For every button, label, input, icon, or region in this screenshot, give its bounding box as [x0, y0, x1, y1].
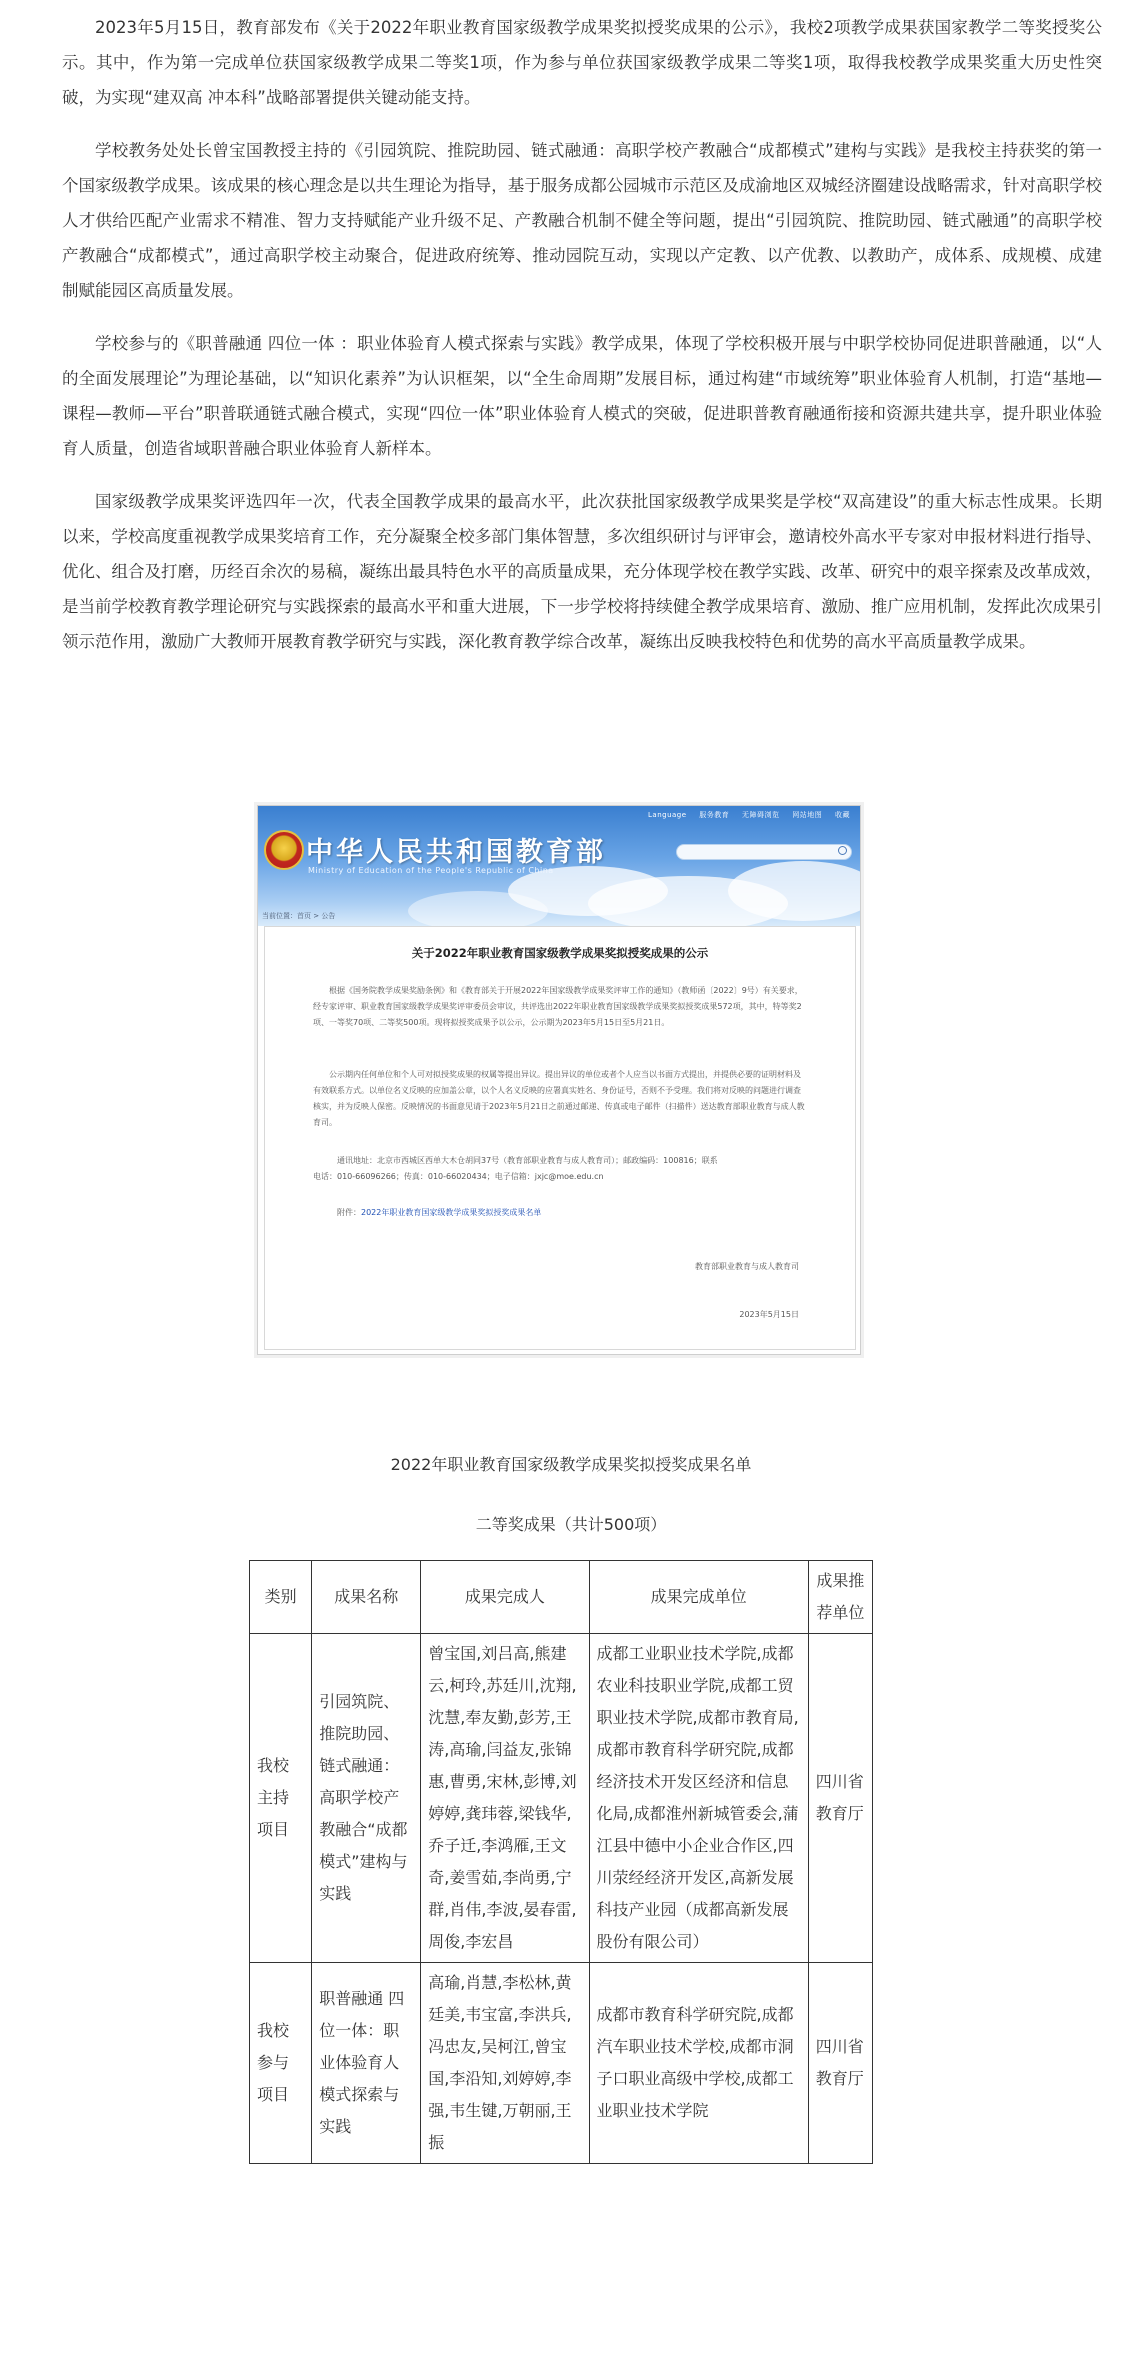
ministry-banner [258, 806, 860, 926]
ministry-english-name: Ministry of Education of the People's Republic of China [308, 866, 554, 875]
attachment-link: 2022年职业教育国家级教学成果奖拟授奖成果名单 [361, 1208, 542, 1217]
notice-paragraph-2: 公示期内任何单位和个人可对拟授奖成果的权属等提出异议。提出异议的单位或者个人应当以书面方式提出，并提供必要的证明材料及有效联系方式。以单位名义反映的应加盖公章，以个人名义反映的应署真实姓名、身份证号，否则不予受理。我们将对反映的问题进行调查核实，并为反映人保密。反映情况的书面意见请于2023年5月21日之前通过邮递、传真或电子邮件（扫描件）送达教育部职业教育与成人教育司。 [313, 1070, 805, 1127]
breadcrumb: 当前位置：首页 > 公告 [262, 912, 336, 920]
awards-table [249, 1560, 873, 2164]
notice-screenshot [257, 805, 861, 1355]
notice-paragraph-1: 根据《国务院教学成果奖励条例》和《教育部关于开展2022年国家级教学成果奖评审工作的通知》（教师函〔2022〕9号）有关要求，经专家评审、职业教育国家级教学成果奖评审委员会审议，共评选出2022年职业教育国家级教学成果奖拟授奖成果572项，其中，特等奖2项、一等奖70项、二等奖500项。现将拟授奖成果予以公示，公示期为2023年5月15日至5月21日。 [313, 986, 803, 1027]
topbar-language-link: Language [648, 811, 687, 819]
attachment-label: 附件： [337, 1208, 361, 1217]
topbar-sitemap-link: 网站地图 [792, 811, 823, 819]
search-icon [838, 846, 847, 855]
header-people: 成果完成人 [421, 1561, 589, 1634]
cell-units: 成都市教育科学研究院,成都汽车职业技术学校,成都市洞子口职业高级中学校,成都工业职业技术学院 [589, 1963, 808, 2164]
notice-signature-org: 教育部职业教育与成人教育司 [695, 1262, 799, 1271]
header-recommender: 成果推荐单位 [808, 1561, 872, 1634]
header-units: 成果完成单位 [589, 1561, 808, 1634]
topbar-favorite-link: 收藏 [835, 811, 850, 819]
paragraph-3: 学校参与的《职普融通 四位一体 ：职业体验育人模式探索与实践》教学成果，体现了学校积极开展与中职学校协同促进职普融通，以“人的全面发展理论”为理论基础，以“知识化素养”为认识框架，以“全生命周期”发展目标，通过构建“市域统筹”职业体验育人机制，打造“基地—课程—教师—平台”职普联通链式融合模式，实现“四位一体”职业体验育人模式的突破，促进职普教育融通衔接和资源共建共享，提升职业体验育人质量，创造省域职普融合职业体验育人新样本。 [62, 334, 1102, 458]
table-row [250, 1634, 873, 1963]
cell-recommender: 四川省教育厅 [808, 1634, 872, 1963]
cell-category: 我校主持项目 [250, 1634, 312, 1963]
paragraph-4: 国家级教学成果奖评选四年一次，代表全国教学成果的最高水平，此次获批国家级教学成果奖是学校“双高建设”的重大标志性成果。长期以来，学校高度重视教学成果奖培育工作，充分凝聚全校多部门集体智慧，多次组织研讨与评审会，邀请校外高水平专家对申报材料进行指导、优化、组合及打磨，历经百余次的易稿，凝练出最具特色水平的高质量成果，充分体现学校在教学实践、改革、研究中的艰辛探索及改革成效，是当前学校教育教学理论研究与实践探索的最高水平和重大进展，下一步学校将持续健全教学成果培育、激励、推广应用机制，发挥此次成果引领示范作用，激励广大教师开展教育教学研究与实践，深化教育教学综合改革，凝练出反映我校特色和优势的高水平高质量教学成果。 [62, 492, 1102, 651]
notice-attachment [337, 1205, 541, 1221]
cell-people: 高瑜,肖慧,李松林,黄廷美,韦宝富,李洪兵,冯忠友,吴柯江,曾宝国,李沿知,刘婷婷,李强,韦生键,万朝丽,王振 [421, 1963, 589, 2164]
site-search-input [676, 844, 852, 860]
header-category: 类别 [250, 1561, 312, 1634]
article-body [62, 0, 1102, 677]
cell-units: 成都工业职业技术学院,成都农业科技职业学院,成都工贸职业技术学院,成都市教育局,成都市教育科学研究院,成都经济技术开发区经济和信息化局,成都淮州新城管委会,蒲江县中德中小企业合作区,四川荥经经济开发区,高新发展科技产业园（成都高新发展股份有限公司） [589, 1634, 808, 1963]
cell-people: 曾宝国,刘吕高,熊建云,柯玲,苏廷川,沈翔,沈慧,奉友勤,彭芳,王涛,高瑜,闫益友,张锦惠,曹勇,宋林,彭博,刘婷婷,龚玮蓉,梁钱华,乔子迁,李鸿雁,王文奇,姜雪茹,李尚勇,宁群,肖伟,李波,晏春雷,周俊,李宏昌 [421, 1634, 589, 1963]
notice-page [264, 926, 856, 1350]
notice-contact-line-1: 通讯地址：北京市西城区西单大木仓胡同37号（教育部职业教育与成人教育司）；邮政编码：100816；联系 [337, 1156, 718, 1165]
table-row [250, 1963, 873, 2164]
ministry-name: 中华人民共和国教育部 [306, 837, 606, 868]
list-title: 2022年职业教育国家级教学成果奖拟授奖成果名单 [390, 1455, 752, 1474]
cell-name: 引园筑院、推院助园、链式融通：高职学校产教融合“成都模式”建构与实践 [312, 1634, 421, 1963]
cell-name: 职普融通 四位一体：职业体验育人模式探索与实践 [312, 1963, 421, 2164]
banner-topbar [638, 810, 850, 820]
notice-contact-line-2: 电话：010-66096266；传真：010-66020434；电子信箱：jxjc@moe.edu.cn [313, 1172, 604, 1181]
table-header-row [250, 1561, 873, 1634]
topbar-service-link: 服务教育 [699, 811, 730, 819]
cell-recommender: 四川省教育厅 [808, 1963, 872, 2164]
header-name: 成果名称 [312, 1561, 421, 1634]
topbar-accessibility-link: 无障碍浏览 [742, 811, 780, 819]
cell-category: 我校参与项目 [250, 1963, 312, 2164]
paragraph-2: 学校教务处处长曾宝国教授主持的《引园筑院、推院助园、链式融通：高职学校产教融合“成都模式”建构与实践》是我校主持获奖的第一个国家级教学成果。该成果的核心理念是以共生理论为指导，基于服务成都公园城市示范区及成渝地区双城经济圈建设战略需求，针对高职学校人才供给匹配产业需求不精准、智力支持赋能产业升级不足、产教融合机制不健全等问题，提出“引园筑院、推院助园、链式融通”的高职学校产教融合“成都模式”，通过高职学校主动聚合，促进政府统筹、推动园院互动，实现以产定教、以产优教、以教助产，成体系、成规模、成建制赋能园区高质量发展。 [62, 141, 1102, 300]
national-emblem-icon [264, 830, 304, 870]
list-subtitle: 二等奖成果（共计500项） [475, 1515, 667, 1534]
notice-signature-date: 2023年5月15日 [739, 1310, 799, 1319]
paragraph-1: 2023年5月15日，教育部发布《关于2022年职业教育国家级教学成果奖拟授奖成果的公示》，我校2项教学成果获国家教学二等奖授奖公示。其中，作为第一完成单位获国家级教学成果二等奖1项，作为参与单位获国家级教学成果二等奖1项，取得我校教学成果奖重大历史性突破，为实现“建双高 冲本科”战略部署提供关键动能支持。 [62, 18, 1102, 107]
notice-title: 关于2022年职业教育国家级教学成果奖拟授奖成果的公示 [411, 946, 709, 960]
